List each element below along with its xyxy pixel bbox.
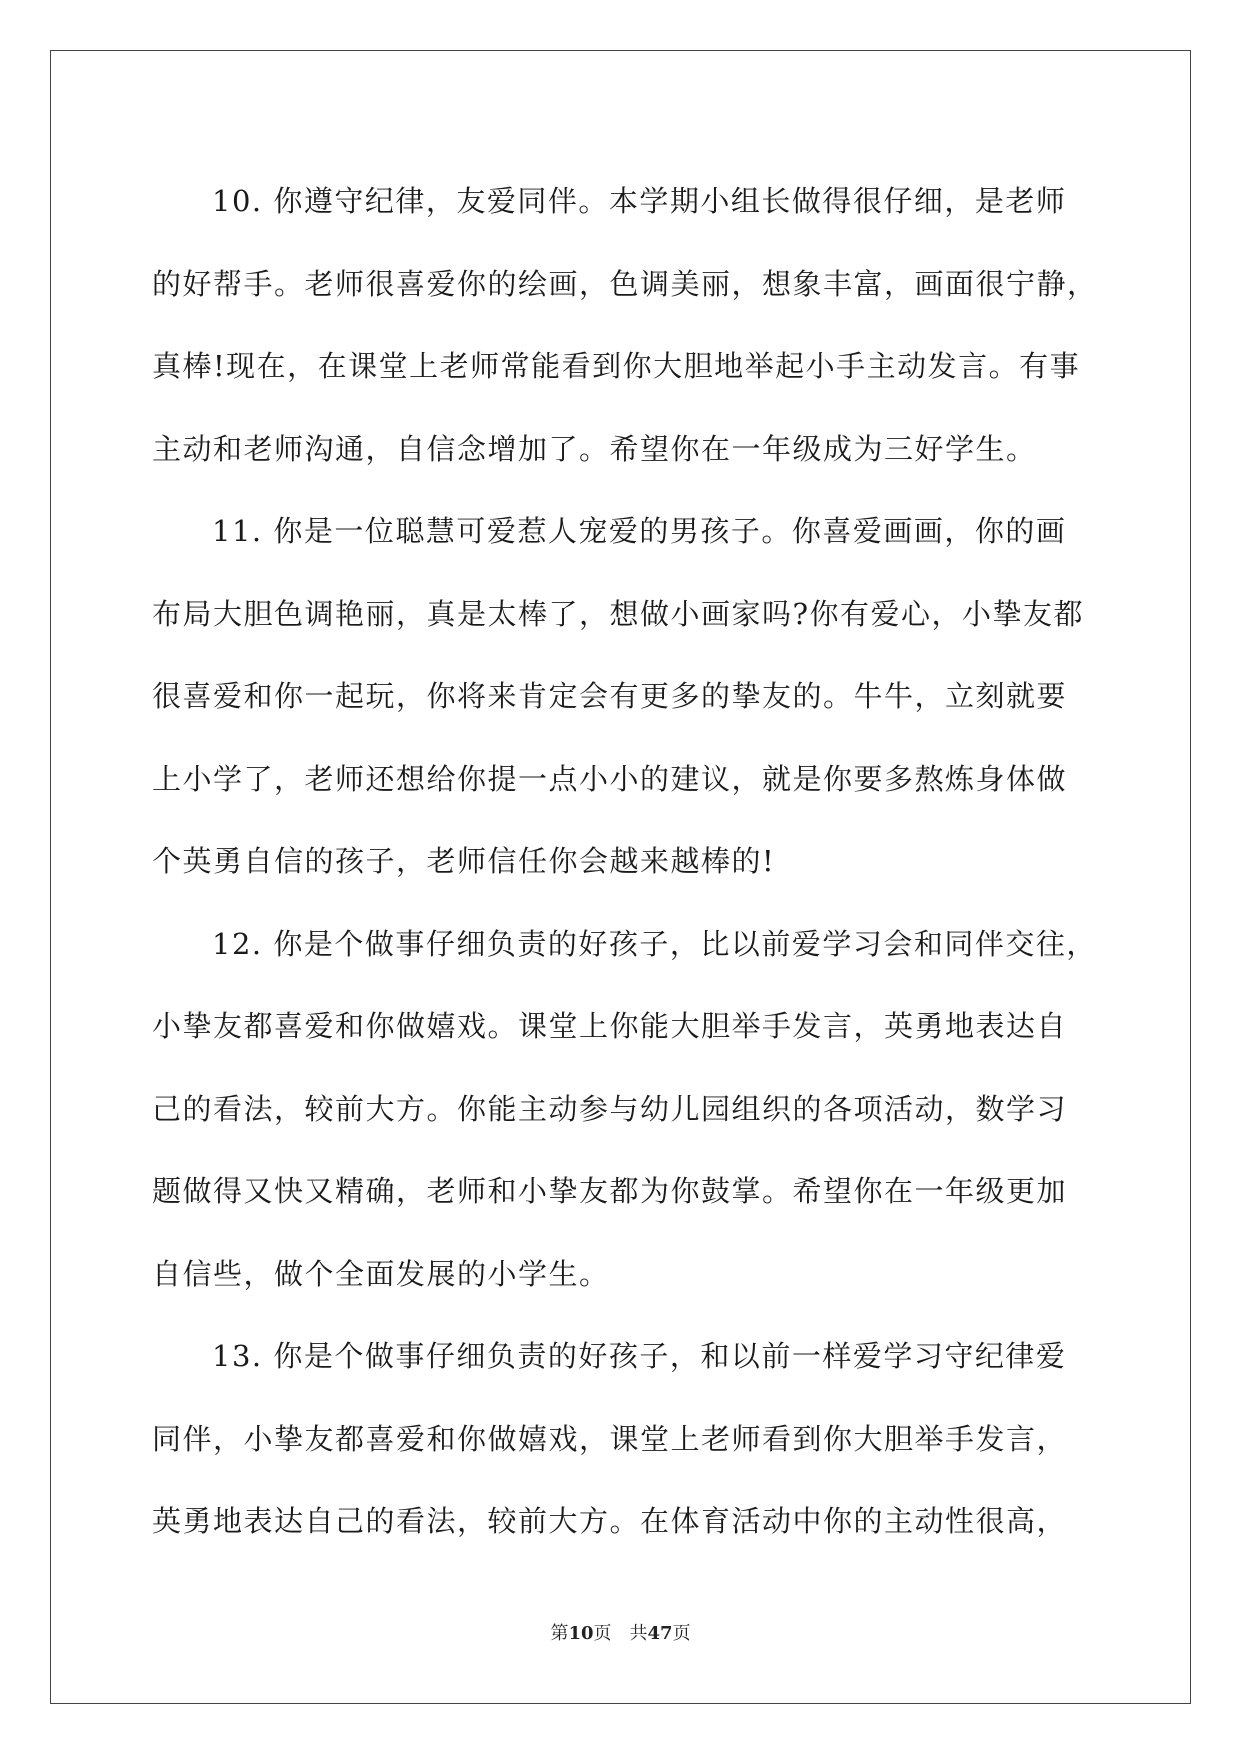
paragraph-12-line-2: 小挚友都喜爱和你做嬉戏。课堂上你能大胆举手发言，英勇地表达自: [152, 1009, 1068, 1043]
paragraph-10-line-2: 的好帮手。老师很喜爱你的绘画，色调美丽，想象丰富，画面很宁静，: [152, 266, 1098, 301]
paragraph-13-line-2: 同伴，小挚友都喜爱和你做嬉戏，课堂上老师看到你大胆举手发言，: [152, 1421, 1068, 1456]
paragraph-10-line-3: 真棒!现在，在课堂上老师常能看到你大胆地举起小手主动发言。有事: [152, 349, 1081, 383]
paragraph-12-line-3: 己的看法，较前大方。你能主动参与幼儿园组织的各项活动，数学习: [152, 1091, 1068, 1126]
paragraph-11-line-3: 很喜爱和你一起玩，你将来肯定会有更多的挚友的。牛牛，立刻就要: [152, 679, 1068, 713]
paragraph-11-line-2: 布局大胆色调艳丽，真是太棒了，想做小画家吗?你有爱心，小挚友都: [152, 596, 1085, 631]
page-prefix: 第: [550, 1623, 569, 1644]
paragraph-11-line-1: 11. 你是一位聪慧可爱惹人宠爱的男孩子。你喜爱画画，你的画: [212, 514, 1067, 548]
paragraph-12-line-5: 自信些，做个全面发展的小学生。: [152, 1256, 610, 1291]
total-prefix: 共: [629, 1623, 648, 1644]
paragraph-12-line-1: 12. 你是个做事仔细负责的好孩子，比以前爱学习会和同伴交往，: [212, 926, 1097, 961]
page-suffix: 页: [593, 1623, 612, 1644]
paragraph-13-line-1: 13. 你是个做事仔细负责的好孩子，和以前一样爱学习守纪律爱: [212, 1339, 1067, 1373]
paragraph-10-line-1: 10. 你遵守纪律，友爱同伴。本学期小组长做得很仔细，是老师: [212, 184, 1067, 218]
paragraph-13-line-3: 英勇地表达自己的看法，较前大方。在体育活动中你的主动性很高，: [152, 1504, 1068, 1538]
paragraph-10-line-4: 主动和老师沟通，自信念增加了。希望你在一年级成为三好学生。: [152, 431, 1037, 466]
page-number: 10: [568, 1623, 594, 1644]
total-pages: 47: [647, 1623, 673, 1644]
total-suffix: 页: [672, 1623, 691, 1644]
page-footer: [0, 1622, 1241, 1646]
paragraph-11-line-4: 上小学了，老师还想给你提一点小小的建议，就是你要多熬炼身体做: [152, 761, 1068, 796]
document-body: [152, 160, 1098, 1563]
paragraph-12-line-4: 题做得又快又精确，老师和小挚友都为你鼓掌。希望你在一年级更加: [152, 1174, 1068, 1208]
paragraph-11-line-5: 个英勇自信的孩子，老师信任你会越来越棒的!: [152, 844, 776, 878]
